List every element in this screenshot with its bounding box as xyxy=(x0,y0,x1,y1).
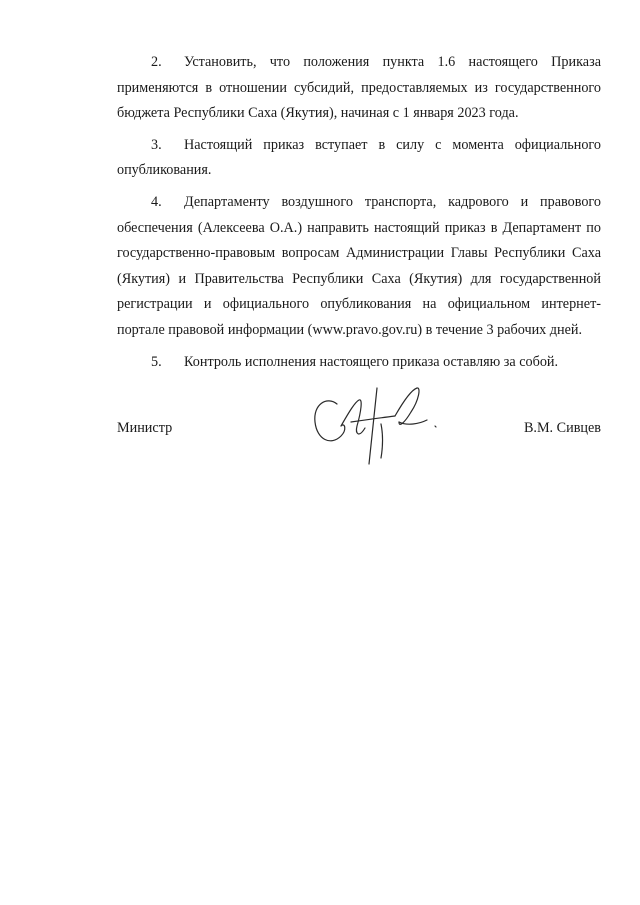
paragraph-text: Контроль исполнения настоящего приказа оставляю за собой. xyxy=(184,353,559,370)
paragraph-4 xyxy=(117,190,601,344)
paragraph-number: 3. xyxy=(151,136,162,153)
signatory-name: В.М. Сивцев xyxy=(523,420,601,436)
signatory-title: Министр xyxy=(117,420,173,436)
paragraph-text: Департаменту воздушного транспорта, кадрового и правового обеспечения (Алексеева О.А.) направить настоящий приказ в Департамент по государственно-правовым вопросам Администрации Главы Республики Саха (Якутия) и Правительства Республики Саха (Якутия) для государственной регистрации и официального опубликования на официальном интернет-портале правовой информации (www.pravo.gov.ru) в течение 3 рабочих дней. xyxy=(117,193,601,338)
paragraph-number: 4. xyxy=(151,193,162,210)
paragraph-text: Установить, что положения пункта 1.6 настоящего Приказа применяются в отношении субсидий, предоставляемых из государственного бюджета Республики Саха (Якутия), начиная с 1 января 2023 года. xyxy=(117,54,601,122)
paragraph-number: 5. xyxy=(151,353,162,370)
order-body xyxy=(117,50,601,375)
paragraph-2 xyxy=(117,50,601,127)
signature-block xyxy=(117,410,601,490)
paragraph-number: 2. xyxy=(151,54,162,70)
paragraph-5 xyxy=(117,350,601,376)
handwritten-signature xyxy=(307,382,447,472)
paragraph-text: Настоящий приказ вступает в силу с момента официального опубликования. xyxy=(117,136,601,179)
paragraph-3 xyxy=(117,133,601,184)
